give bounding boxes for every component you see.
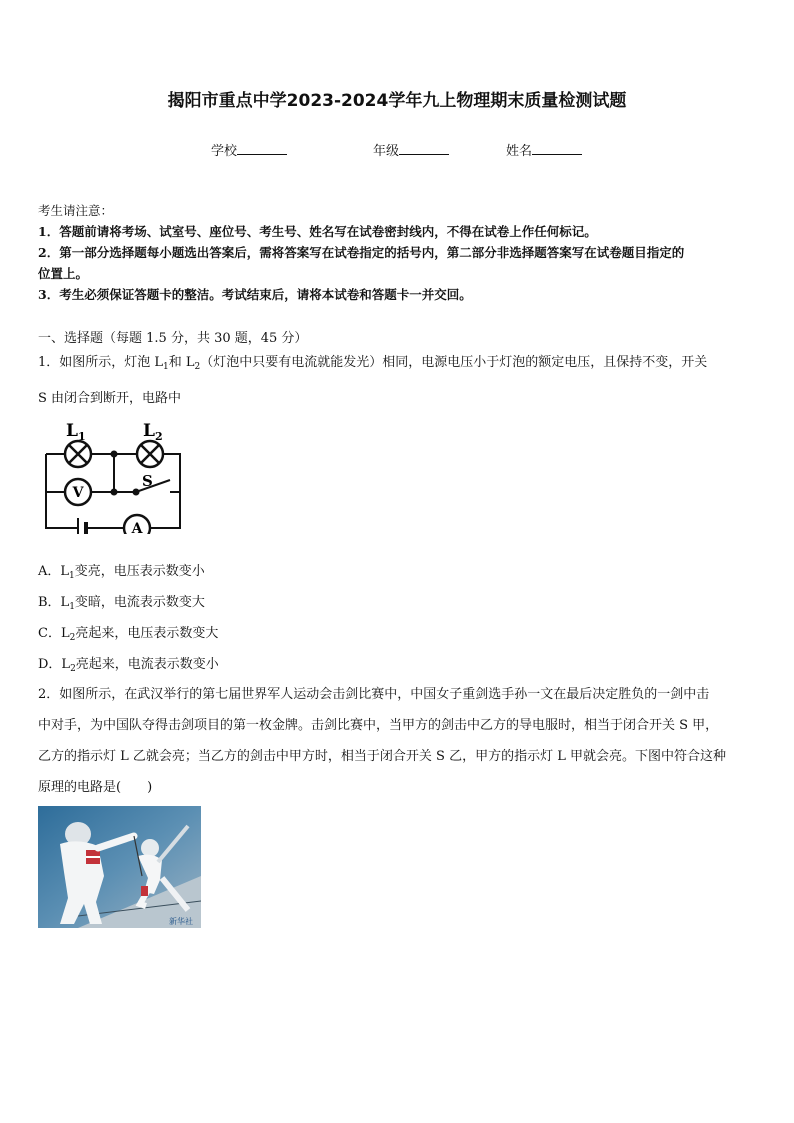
switch-label: S: [142, 472, 153, 490]
q2-line2: 中对手，为中国队夺得击剑项目的第一枚金牌。击剑比赛中，当甲方的剑击中乙方的导电服时，相当于闭合开关 S 甲，: [38, 718, 719, 733]
lamp-l1-label: $L_1$: [66, 421, 86, 443]
ammeter-icon: [124, 515, 150, 534]
name-field: [506, 140, 582, 159]
q1-sub1: 1: [163, 362, 169, 372]
wire-switch: [92, 480, 170, 492]
voltmeter-icon: [65, 479, 91, 505]
q1-stem-line2: S 由闭合到断开，电路中: [38, 391, 182, 406]
fencing-photo: [38, 806, 201, 928]
q1-stem-a: 1．如图所示，灯泡 L: [38, 355, 164, 370]
lamp-l2-icon: [137, 441, 163, 467]
q1-stem-b: 和 L: [168, 355, 195, 370]
grade-label: 年级: [373, 144, 400, 159]
school-blank[interactable]: [237, 142, 287, 155]
ammeter-label: A: [131, 521, 143, 534]
notice-item-1: 1．答题前请将考场、试室号、座位号、考生号、姓名写在试卷密封线内，不得在试卷上作任何标记。: [38, 224, 597, 239]
q2-line3: 乙方的指示灯 L 乙就会亮；当乙方的剑击中甲方时，相当于闭合开关 S 乙，甲方的指示灯 L 甲就会亮。下图中符合这种: [38, 749, 726, 764]
section-heading: 一、选择题（每题 1.5 分，共 30 题，45 分）: [38, 331, 308, 346]
q2-line4: 原理的电路是( ): [38, 780, 153, 795]
junction-dot-bottom: [111, 489, 118, 496]
q2-line1: 2．如图所示，在武汉举行的第七届世界军人运动会击剑比赛中，中国女子重剑选手孙一文在最后决定胜负的一剑中击: [38, 687, 710, 702]
school-label: 学校: [211, 144, 238, 159]
q1-stem-line1: [38, 347, 760, 383]
q1-option-c[interactable]: C．$L_2$亮起来，电压表示数变大: [38, 626, 219, 643]
q1-stem-c: （灯泡中只要有电流就能发光）相同，电源电压小于灯泡的额定电压，且保持不变，开关: [200, 355, 708, 370]
lamp-l2-label: $L_2$: [143, 421, 163, 443]
photo-watermark: 新华社: [169, 917, 193, 926]
grade-field: [373, 140, 449, 159]
q1-sub2: 2: [194, 362, 201, 372]
page-title: 揭阳市重点中学2023-2024学年九上物理期末质量检测试题: [167, 91, 627, 111]
name-label: 姓名: [506, 144, 533, 159]
battery-icon: [78, 518, 86, 534]
lamp-l1-icon: [65, 441, 91, 467]
q1-option-a[interactable]: A．$L_1$变亮，电压表示数变小: [38, 564, 205, 581]
notice-item-3: 3．考生必须保证答题卡的整洁。考试结束后，请将本试卷和答题卡一并交回。: [38, 287, 472, 302]
q1-option-b[interactable]: B．$L_1$变暗，电流表示数变大: [38, 595, 205, 612]
junction-dot-top: [111, 451, 118, 458]
question-1: [38, 347, 760, 414]
school-field: [211, 140, 287, 159]
grade-blank[interactable]: [399, 142, 449, 155]
notice-block: [38, 200, 760, 305]
q1-option-d[interactable]: D．$L_2$亮起来，电流表示数变小: [38, 657, 219, 674]
name-blank[interactable]: [532, 142, 582, 155]
notice-item-2: 2．第一部分选择题每小题选出答案后，需将答案写在试卷指定的括号内，第二部分非选择题答案写在试卷题目指定的: [38, 245, 685, 260]
question-2: [38, 679, 760, 803]
q1-circuit-diagram: [40, 414, 190, 534]
notice-heading: 考生请注意：: [38, 203, 114, 218]
voltmeter-label: V: [72, 485, 84, 501]
switch-pivot-dot: [133, 489, 140, 496]
notice-item-2-cont: 位置上。: [38, 266, 89, 281]
